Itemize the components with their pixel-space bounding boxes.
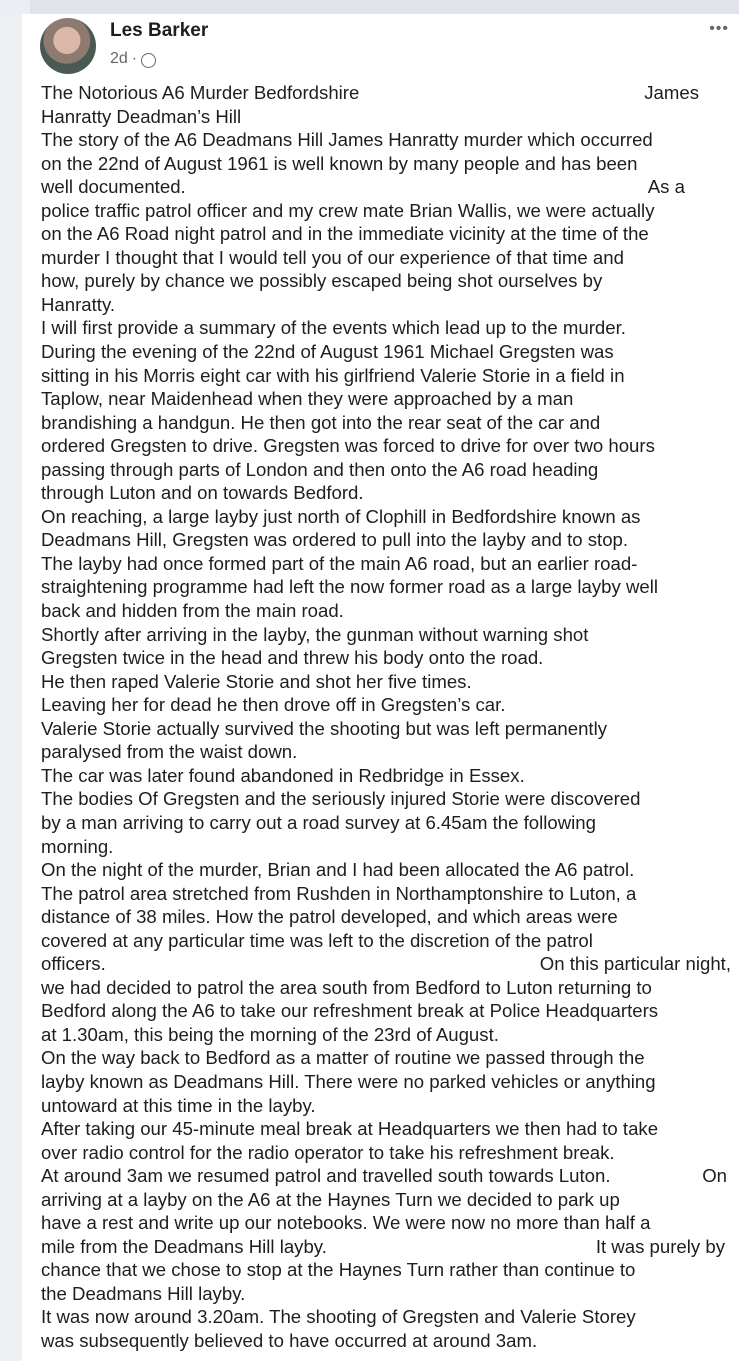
post-line — [41, 434, 731, 458]
post-line-text: At around 3am we resumed patrol and travelled south towards Luton. — [41, 1165, 611, 1187]
post-line-text: at 1.30am, this being the morning of the 23rd of August. — [41, 1023, 499, 1045]
post-line-text: It was now around 3.20am. The shooting of Gregsten and Valerie Storey — [41, 1306, 636, 1328]
post-line-text: layby known as Deadmans Hill. There were no parked vehicles or anything — [41, 1070, 656, 1092]
post-line-text: The car was later found abandoned in Redbridge in Essex. — [41, 764, 525, 786]
post-line — [41, 1305, 731, 1329]
post-line-text: On the night of the murder, Brian and I had been allocated the A6 patrol. — [41, 859, 635, 881]
post-line — [41, 481, 731, 505]
avatar[interactable] — [40, 18, 96, 74]
post-line — [41, 670, 731, 694]
more-icon[interactable]: ••• — [709, 20, 729, 37]
post-line-text-right: On this particular night, — [539, 953, 731, 975]
post-line-text: On the way back to Bedford as a matter of routine we passed through the — [41, 1047, 645, 1069]
post-line-text-right: It was purely by — [595, 1235, 725, 1257]
post-line-text: passing through parts of London and then onto the A6 road heading — [41, 458, 599, 480]
meta-separator: · — [131, 50, 138, 67]
post-line — [41, 811, 731, 835]
post-line-text: Shortly after arriving in the layby, the gunman without warning shot — [41, 623, 589, 645]
post-line — [41, 128, 731, 152]
post-line — [41, 905, 731, 929]
post-line — [41, 858, 731, 882]
post-line — [41, 1070, 731, 1094]
post-line-text: brandishing a handgun. He then got into the rear seat of the car and — [41, 411, 601, 433]
post-line — [41, 1023, 731, 1047]
post-line-text: Hanratty. — [41, 293, 116, 315]
post-line-text: the Deadmans Hill layby. — [41, 1282, 246, 1304]
post-line — [41, 152, 731, 176]
post-line — [41, 199, 731, 223]
post-line — [41, 340, 731, 364]
post-line-text: mile from the Deadmans Hill layby. — [41, 1235, 327, 1257]
post-line — [41, 882, 731, 906]
post-line-text: Bedford along the A6 to take our refreshment break at Police Headquarters — [41, 1000, 659, 1022]
post-line — [41, 81, 731, 105]
post-line-text: I will first provide a summary of the events which lead up to the murder. — [41, 317, 626, 339]
post-line-text: After taking our 45-minute meal break at Headquarters we then had to take — [41, 1118, 659, 1140]
post-line-text: through Luton and on towards Bedford. — [41, 482, 364, 504]
post-time[interactable]: 2d — [110, 50, 128, 67]
post-line-text: by a man arriving to carry out a road survey at 6.45am the following — [41, 811, 596, 833]
post-line — [41, 246, 731, 270]
post-line-text: Taplow, near Maidenhead when they were approached by a man — [41, 388, 574, 410]
post-line — [41, 411, 731, 435]
post-line-text: have a rest and write up our notebooks. We were now no more than half a — [41, 1212, 651, 1234]
post-line-text: straightening programme had left the now former road as a large layby well — [41, 576, 659, 598]
post-line — [41, 269, 731, 293]
post-line-text-right: On — [702, 1165, 727, 1187]
post-line-text: He then raped Valerie Storie and shot her five times. — [41, 670, 472, 692]
post-line-text: The bodies Of Gregsten and the seriously injured Storie were discovered — [41, 788, 641, 810]
globe-icon — [141, 53, 156, 68]
post-line — [41, 458, 731, 482]
post-line-text: distance of 38 miles. How the patrol developed, and which areas were — [41, 906, 618, 928]
post-text — [41, 81, 731, 1353]
post-line — [41, 575, 731, 599]
post-line — [41, 293, 731, 317]
post-meta — [110, 50, 156, 68]
post-line-text: morning. — [41, 835, 114, 857]
post-line-text: untoward at this time in the layby. — [41, 1094, 316, 1116]
post-line-text: police traffic patrol officer and my crew mate Brian Wallis, we were actually — [41, 199, 655, 221]
post-line-text: we had decided to patrol the area south from Bedford to Luton returning to — [41, 976, 652, 998]
post-line-text: Leaving her for dead he then drove off in Gregsten’s car. — [41, 694, 506, 716]
post-line — [41, 1329, 731, 1353]
post-line — [41, 740, 731, 764]
author-name[interactable]: Les Barker — [110, 20, 209, 41]
post-line — [41, 999, 731, 1023]
post-line-text-right: James — [644, 82, 699, 103]
post-line-text: Deadmans Hill, Gregsten was ordered to pull into the layby and to stop. — [41, 529, 629, 551]
post-card — [22, 14, 739, 1361]
post-line-text: The Notorious A6 Murder Bedfordshire — [41, 82, 360, 103]
post-line — [41, 1188, 731, 1212]
post-line-text: chance that we chose to stop at the Haynes Turn rather than continue to — [41, 1259, 636, 1281]
post-line-text: was subsequently believed to have occurred at around 3am. — [41, 1329, 538, 1351]
post-line — [41, 1282, 731, 1306]
post-line — [41, 528, 731, 552]
post-line-text: The patrol area stretched from Rushden in Northamptonshire to Luton, a — [41, 882, 637, 904]
post-line — [41, 1211, 731, 1235]
post-line-text: murder I thought that I would tell you of our experience of that time and — [41, 246, 624, 268]
post-line-text: The layby had once formed part of the main A6 road, but an earlier road- — [41, 552, 638, 574]
top-bar — [0, 0, 739, 14]
post-line — [41, 387, 731, 411]
post-line-text: well documented. — [41, 176, 186, 198]
post-line — [41, 952, 731, 976]
post-line-text: Gregsten twice in the head and threw his body onto the road. — [41, 647, 544, 669]
post-line — [41, 646, 731, 670]
post-line-text: how, purely by chance we possibly escaped being shot ourselves by — [41, 270, 603, 292]
post-line — [41, 105, 731, 129]
post-line-text: During the evening of the 22nd of August 1961 Michael Gregsten was — [41, 341, 614, 363]
post-line-text: arriving at a layby on the A6 at the Haynes Turn we decided to park up — [41, 1188, 620, 1210]
post-line-text: on the 22nd of August 1961 is well known by many people and has been — [41, 152, 638, 174]
post-line — [41, 787, 731, 811]
post-line — [41, 1258, 731, 1282]
post-line-text: The story of the A6 Deadmans Hill James Hanratty murder which occurred — [41, 129, 653, 151]
left-rail — [0, 14, 22, 1361]
post-line — [41, 1117, 731, 1141]
post-line-text: On reaching, a large layby just north of Clophill in Bedfordshire known as — [41, 505, 641, 527]
post-line-text: over radio control for the radio operator to take his refreshment break. — [41, 1141, 615, 1163]
post-line-text: Valerie Storie actually survived the shooting but was left permanently — [41, 717, 608, 739]
post-line-text: Hanratty Deadman’s Hill — [41, 105, 242, 127]
post-line — [41, 175, 731, 199]
post-line — [41, 764, 731, 788]
post-line — [41, 976, 731, 1000]
post-line-text: paralysed from the waist down. — [41, 741, 298, 763]
post-line-text: sitting in his Morris eight car with his girlfriend Valerie Storie in a field in — [41, 364, 625, 386]
post-line-text-right: As a — [647, 176, 685, 198]
post-line-text: officers. — [41, 953, 106, 975]
post-line — [41, 1046, 731, 1070]
post-line-text: ordered Gregsten to drive. Gregsten was forced to drive for over two hours — [41, 435, 655, 457]
post-line — [41, 1235, 731, 1259]
post-line — [41, 623, 731, 647]
post-line-text: on the A6 Road night patrol and in the immediate vicinity at the time of the — [41, 223, 649, 245]
post-line — [41, 222, 731, 246]
post-line — [41, 717, 731, 741]
post-line — [41, 552, 731, 576]
post-line — [41, 929, 731, 953]
post-line — [41, 1141, 731, 1165]
post-line — [41, 364, 731, 388]
post-line — [41, 693, 731, 717]
post-line — [41, 835, 731, 859]
post-line — [41, 505, 731, 529]
post-line — [41, 1094, 731, 1118]
post-line — [41, 316, 731, 340]
post-line-text: covered at any particular time was left to the discretion of the patrol — [41, 929, 593, 951]
post-line — [41, 599, 731, 623]
post-line — [41, 1164, 731, 1188]
post-line-text: back and hidden from the main road. — [41, 600, 344, 622]
